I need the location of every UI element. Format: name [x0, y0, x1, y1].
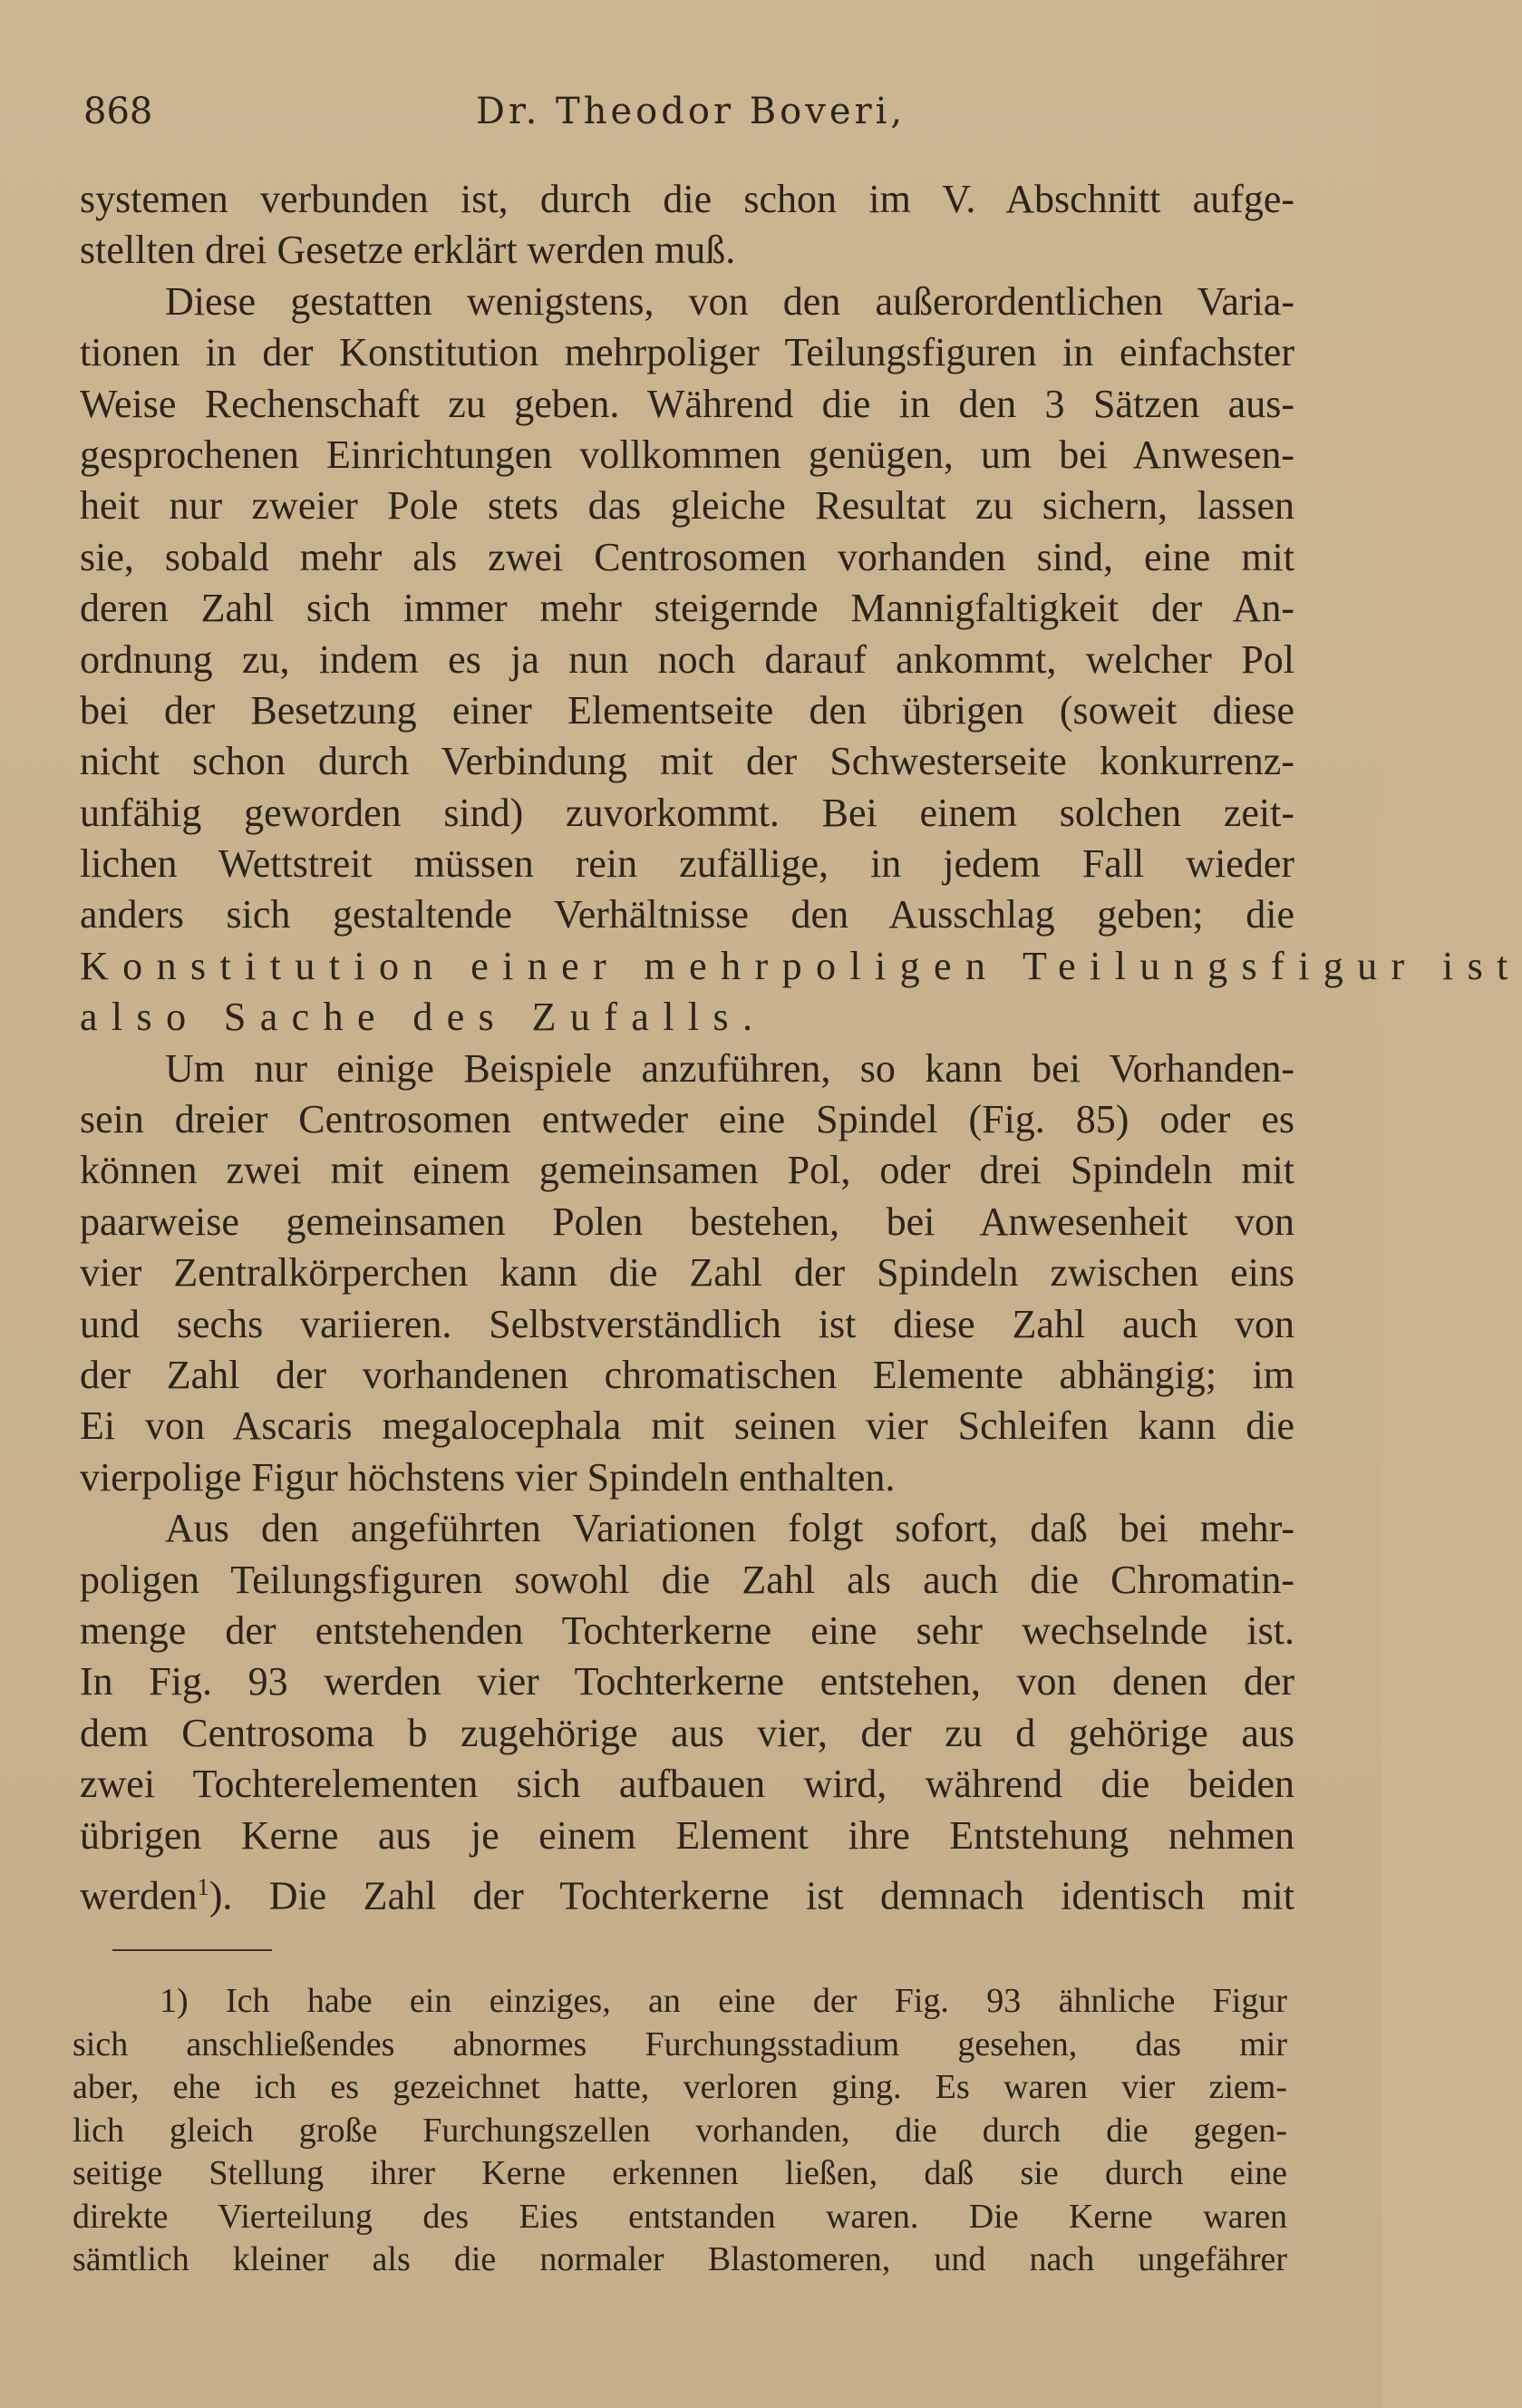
text-fragment: ). Die Zahl der Tochterkerne ist demnach identisch mit	[208, 1873, 1294, 1918]
text-line: übrigen Kerne aus je einem Element ihre Entstehung nehmen	[80, 1812, 1294, 1858]
text-line: vier Zentralkörperchen kann die Zahl der Spindeln zwischen eins	[80, 1250, 1294, 1296]
text-line: Um nur einige Beispiele anzuführen, so kann bei Vorhanden-	[165, 1045, 1294, 1091]
text-line: poligen Teilungsfiguren sowohl die Zahl als auch die Chromatin-	[80, 1557, 1294, 1602]
text-line: gesprochenen Einrichtungen vollkommen genügen, um bei Anwesen-	[80, 432, 1294, 477]
page-number: 868	[83, 91, 153, 132]
text-line: Weise Rechenschaft zu geben. Während die in den 3 Sätzen aus-	[80, 381, 1294, 426]
page-header	[83, 91, 1298, 154]
text-line: lichen Wettstreit müssen rein zufällige, in jedem Fall wieder	[80, 841, 1294, 887]
text-line: paarweise gemeinsamen Polen bestehen, bei Anwesenheit von	[80, 1199, 1294, 1244]
footnote-line: seitige Stellung ihrer Kerne erkennen ließen, daß sie durch eine	[73, 2154, 1287, 2192]
text-line: bei der Besetzung einer Elementseite den übrigen (soweit diese	[80, 687, 1294, 733]
text-line: deren Zahl sich immer mehr steigernde Mannigfaltigkeit der An-	[80, 586, 1294, 631]
text-line: Konstitution einer mehrpoligen Teilungsfigur ist	[80, 943, 1522, 988]
footnote-rule	[112, 1949, 272, 1951]
text-line: unfähig geworden sind) zuvorkommt. Bei einem solchen zeit-	[80, 790, 1294, 835]
text-line: zwei Tochterelementen sich aufbauen wird, während die beiden	[80, 1762, 1294, 1807]
text-line: menge der entstehenden Tochterkerne eine sehr wechselnde ist.	[80, 1607, 1294, 1653]
footnote-line: lich gleich große Furchungszellen vorhanden, die durch die gegen-	[73, 2111, 1287, 2150]
footnote-line: sich anschließendes abnormes Furchungsstadium gesehen, das mir	[73, 2024, 1287, 2063]
text-line: nicht schon durch Verbindung mit der Schwesterseite konkurrenz-	[80, 739, 1294, 784]
text-line: ordnung zu, indem es ja nun noch darauf ankommt, welcher Pol	[80, 636, 1294, 682]
text-line: also Sache des Zufalls.	[80, 995, 767, 1040]
text-line: stellten drei Gesetze erklärt werden muß.	[80, 228, 736, 273]
text-line: und sechs variieren. Selbstverständlich ist diese Zahl auch von	[80, 1301, 1294, 1346]
text-line: Aus den angeführten Variationen folgt sofort, daß bei mehr-	[165, 1506, 1294, 1551]
text-line: sie, sobald mehr als zwei Centrosomen vorhanden sind, eine mit	[80, 534, 1294, 579]
text-line: der Zahl der vorhandenen chromatischen Elemente abhängig; im	[80, 1352, 1294, 1397]
footnote-line: aber, ehe ich es gezeichnet hatte, verloren ging. Es waren vier ziem-	[73, 2068, 1287, 2106]
text-line	[80, 1861, 1294, 1918]
text-fragment: werden	[80, 1873, 198, 1918]
text-line: können zwei mit einem gemeinsamen Pol, oder drei Spindeln mit	[80, 1148, 1294, 1193]
text-line: anders sich gestaltende Verhältnisse den Ausschlag geben; die	[80, 892, 1294, 937]
text-line: sein dreier Centrosomen entweder eine Spindel (Fig. 85) oder es	[80, 1097, 1294, 1142]
text-line: vierpolige Figur höchstens vier Spindeln enthalten.	[80, 1454, 896, 1500]
body-text	[80, 174, 1522, 1918]
footnote-line: 1) Ich habe ein einziges, an eine der Fig. 93 ähnliche Figur	[160, 1982, 1287, 2020]
footnote-line: sämtlich kleiner als die normaler Blastomeren, und nach ungefährer	[73, 2240, 1287, 2278]
footnote-marker: 1	[197, 1872, 209, 1900]
text-line: dem Centrosoma b zugehörige aus vier, der zu d gehörige aus	[80, 1710, 1294, 1755]
text-line: In Fig. 93 werden vier Tochterkerne entstehen, von denen der	[80, 1659, 1294, 1704]
text-line: Diese gestatten wenigstens, von den außerordentlichen Varia-	[165, 278, 1294, 324]
text-line: Ei von Ascaris megalocephala mit seinen vier Schleifen kann die	[80, 1403, 1294, 1449]
running-head: Dr. Theodor Boveri,	[475, 91, 906, 132]
footnote-line: direkte Vierteilung des Eies entstanden waren. Die Kerne waren	[73, 2197, 1287, 2236]
footnote	[73, 1980, 1287, 2282]
text-line: systemen verbunden ist, durch die schon im V. Abschnitt aufge-	[80, 177, 1294, 221]
text-line: tionen in der Konstitution mehrpoliger Teilungsfiguren in einfachster	[80, 330, 1294, 375]
text-line: heit nur zweier Pole stets das gleiche Resultat zu sichern, lassen	[80, 483, 1294, 529]
